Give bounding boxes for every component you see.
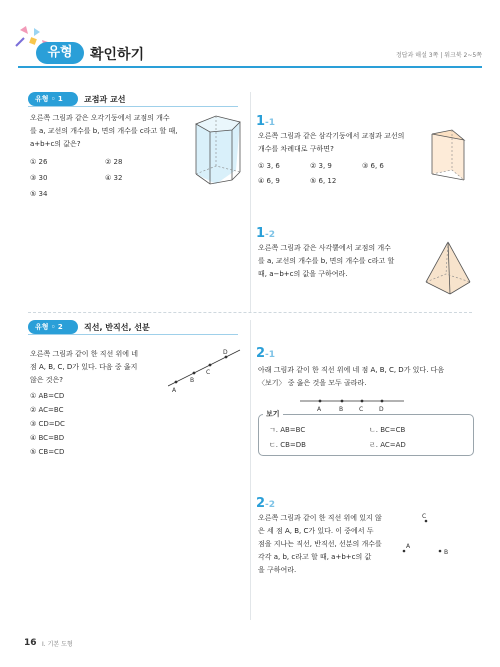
type2-question: 오른쪽 그림과 같이 한 직선 위에 네 점 A, B, C, D가 있다. 다음 중 옳지 않은 것은? (30, 350, 139, 384)
bogi-box (258, 410, 474, 456)
q2-1-point-a: A (317, 406, 322, 413)
page-title: 확인하기 (90, 47, 145, 63)
q2-2-number: 2-2 (256, 496, 276, 511)
type1-heading (28, 92, 238, 106)
q2-1-line-figure (300, 396, 410, 416)
type2-point-a: A (172, 387, 177, 394)
column-divider-2 (250, 320, 251, 620)
q1-1-choice-1[interactable]: ① 3, 6 (258, 162, 280, 170)
type2-point-b: B (190, 377, 195, 384)
page-number: 16 (24, 638, 37, 648)
type1-badge: 유형 ◦ 1 (28, 92, 78, 106)
type2-choice-4[interactable]: ④ BC=BD (30, 434, 65, 442)
q2-1-point-c: C (359, 406, 364, 413)
bogi-item-1[interactable]: ㄱ. AB=BC (269, 426, 306, 434)
type1-choice-2[interactable]: ② 28 (105, 158, 123, 166)
section-divider (28, 312, 472, 313)
q2-2-point-c: C (422, 513, 427, 520)
type2-point-d: D (223, 349, 228, 356)
bogi-item-4[interactable]: ㄹ. AC=AD (369, 441, 406, 449)
footer-section: I. 기본 도형 (42, 641, 73, 648)
q1-1-choice-2[interactable]: ② 3, 9 (310, 162, 332, 170)
q2-2-point-a: A (406, 543, 411, 550)
header-badge: 유형 (36, 42, 84, 64)
bogi-label: 보기 (263, 409, 283, 419)
q2-1-point-b: B (339, 406, 344, 413)
bogi-item-3[interactable]: ㄷ. CB=DB (269, 441, 306, 449)
q2-1-point-d: D (379, 406, 384, 413)
bogi-item-2[interactable]: ㄴ. BC=CB (369, 426, 406, 434)
type1-choice-5[interactable]: ⑤ 34 (30, 190, 48, 198)
column-divider (250, 92, 251, 312)
type2-choice-5[interactable]: ⑤ CB=CD (30, 448, 65, 456)
q1-1-question: 오른쪽 그림과 같은 삼각기둥에서 교점과 교선의 개수를 차례대로 구하면? (258, 132, 405, 153)
type2-point-c: C (206, 369, 211, 376)
q2-2-point-b: B (444, 549, 449, 556)
pentagonal-prism-figure (190, 112, 246, 192)
q2-1-question: 아래 그림과 같이 한 직선 위에 네 점 A, B, C, D가 있다. 다음 〈보기〉 중 옳은 것을 모두 골라라. (258, 366, 445, 387)
type1-choice-1[interactable]: ① 26 (30, 158, 48, 166)
type2-badge: 유형 ◦ 2 (28, 320, 78, 334)
q1-1-choice-5[interactable]: ⑤ 6, 12 (310, 177, 337, 185)
q1-1-number: 1-1 (256, 114, 276, 129)
page-header (18, 38, 482, 68)
type2-heading (28, 320, 238, 334)
type2-choice-1[interactable]: ① AB=CD (30, 392, 65, 400)
type2-choice-3[interactable]: ③ CD=DC (30, 420, 65, 428)
type1-rule (28, 106, 238, 107)
q1-1-choice-4[interactable]: ④ 6, 9 (258, 177, 280, 185)
triangular-prism-figure (428, 126, 470, 186)
type1-question: 오른쪽 그림과 같은 오각기둥에서 교점의 개수 를 a, 교선의 개수를 b, 면의 개수를 c라고 할 때, a+b+c의 값은? (30, 114, 178, 148)
q1-1-choice-3[interactable]: ③ 6, 6 (362, 162, 384, 170)
type2-line-figure (168, 344, 248, 394)
header-rule (18, 66, 482, 68)
square-pyramid-figure (424, 238, 472, 298)
header-reference: 정답과 해설 3쪽 | 워크북 2~5쪽 (396, 52, 482, 59)
type1-choice-3[interactable]: ③ 30 (30, 174, 48, 182)
three-points-figure (400, 512, 470, 562)
type2-title: 직선, 반직선, 선분 (84, 323, 150, 332)
q2-2-question: 오른쪽 그림과 같이 한 직선 위에 있지 않 은 세 점 A, B, C가 있다. 이 중에서 두 점을 지나는 직선, 반직선, 선분의 개수를 각각 a, b, c라고 할 때, a+b+c의 값 을 구하여라. (258, 514, 382, 574)
type1-title: 교점과 교선 (84, 95, 126, 104)
q2-1-number: 2-1 (256, 346, 276, 361)
type2-choice-2[interactable]: ② AC=BC (30, 406, 64, 414)
type1-choice-4[interactable]: ④ 32 (105, 174, 123, 182)
q1-2-number: 1-2 (256, 226, 276, 241)
q1-2-question: 오른쪽 그림과 같은 사각뿔에서 교점의 개수 를 a, 교선의 개수를 b, 면의 개수를 c라고 할 때, a−b+c의 값을 구하여라. (258, 244, 395, 278)
type2-rule (28, 334, 238, 335)
